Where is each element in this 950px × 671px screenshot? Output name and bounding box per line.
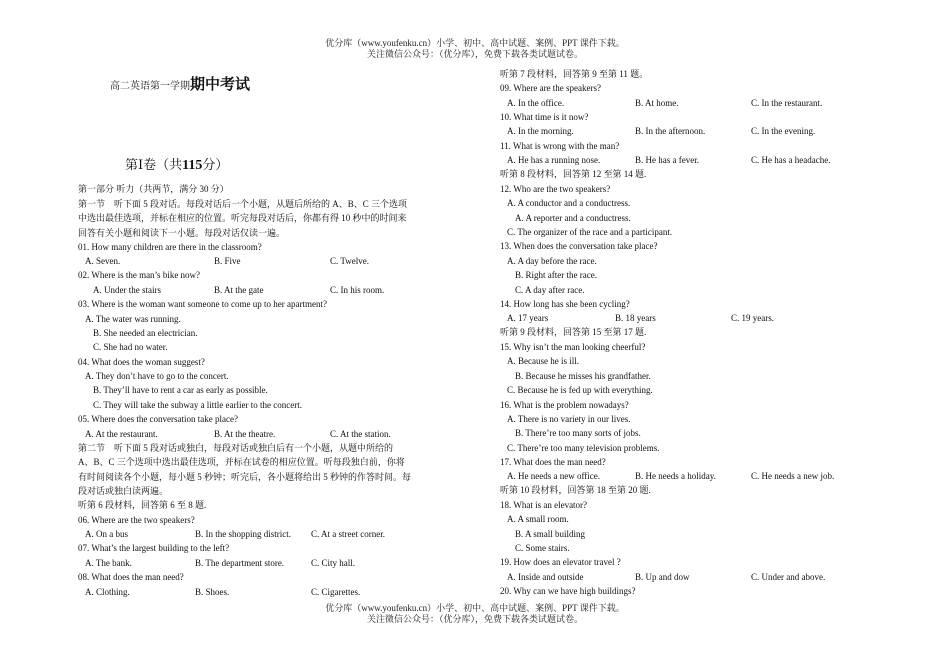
question-12-option-a: A. A conductor and a conductress. [507,198,631,208]
question-17-option-c: C. He needs a new job. [751,471,835,481]
section1-instructions-line1: 第一节 听下面 5 段对话。每段对话后一个小题，从题后所给的 A、B、C 三个选项 [78,199,408,209]
question-18-option-a: A. A small room. [507,514,569,524]
question-16-option-b: B. There’re too many sorts of jobs. [515,428,641,438]
section1-instructions-line2: 中选出最佳选项，并标在相应的位置。听完每段对话后，你都有得 10 秒中的时间来 [78,213,407,223]
question-7-option-a: A. The bank. [85,558,132,568]
question-15-option-c: C. Because he is fed up with everything. [507,385,653,395]
section2-instructions-line1: 第二节 听下面 5 段对话或独白，每段对话或独白后有一个小题，从题中所给的 [78,443,394,453]
question-5-option-b: B. At the theatre. [214,429,276,439]
question-19-option-b: B. Up and dow [635,572,690,582]
question-3: 03. Where is the woman want someone to come up to her apartment? [78,299,328,309]
volume-title-suffix: 分） [202,157,229,172]
question-11-option-a: A. He has a running nose. [507,155,601,165]
question-20: 20. Why can we have high buildings? [500,586,636,596]
question-12-option-b: A. A reporter and a conductress. [515,213,631,223]
question-18: 18. What is an elevator? [500,500,588,510]
volume-title [125,157,228,174]
section1-instructions-line3: 回答有关小题和阅读下一小题。每段对话仅读一遍。 [78,228,286,238]
section2-instructions-line4: 段对话或独白读两遍。 [78,486,169,496]
question-18-option-b: B. A small building [515,529,586,539]
question-10-option-a: A. In the morning. [507,126,574,136]
question-3-option-c: C. She had no water. [93,342,168,352]
page-footer [0,603,950,625]
exam-title-main: 期中考试 [190,77,251,93]
exam-title-prefix: 高二英语第一学期 [110,81,190,92]
question-11-option-c: C. He has a headache. [751,155,831,165]
question-16-option-a: A. There is no variety in our lives. [507,414,631,424]
question-16-option-c: C. There’re too many television problems. [507,443,660,453]
exam-title [110,78,250,94]
question-4-option-a: A. They don’t have to go to the concert. [85,371,229,381]
volume-title-prefix: 第Ⅰ卷（共 [125,157,183,172]
material-8-note: 听第 8 段材料，回答第 12 至第 14 题. [500,169,647,179]
question-3-option-a: A. The water was running. [85,314,181,324]
question-7-option-b: B. The department store. [195,558,285,568]
question-10: 10. What time is it now? [500,112,589,122]
question-7-option-c: C. City hall. [311,558,356,568]
question-9-option-b: B. At home. [635,98,679,108]
question-18-option-c: C. Some stairs. [515,543,570,553]
question-8-option-c: C. Cigarettes. [311,587,361,597]
question-8: 08. What does the man need? [78,572,184,582]
question-1-option-c: C. Twelve. [330,256,369,266]
question-14-option-c: C. 19 years. [731,313,774,323]
question-1-option-b: B. Five [214,256,241,266]
question-2: 02. Where is the man’s bike now? [78,270,201,280]
question-19-option-c: C. Under and above. [751,572,826,582]
material-6-note: 听第 6 段材料，回答第 6 至 8 题. [78,500,207,510]
question-10-option-b: B. In the afternoon. [635,126,706,136]
question-3-option-b: B. She needed an electrician. [93,328,198,338]
question-16: 16. What is the problem nowadays? [500,400,629,410]
question-11: 11. What is wrong with the man? [500,141,620,151]
question-10-option-c: C. In the evening. [751,126,816,136]
question-4-option-b: B. They’ll have to rent a car as early as possible. [93,385,268,395]
question-9-option-a: A. In the office. [507,98,565,108]
question-17-option-b: B. He needs a holiday. [635,471,716,481]
question-14-option-b: B. 18 years [615,313,656,323]
question-15-option-b: B. Because he misses his grandfather. [515,371,651,381]
question-4-option-c: C. They will take the subway a little earlier to the concert. [93,400,303,410]
question-13-option-a: A. A day before the race. [507,256,597,266]
question-2-option-a: A. Under the stairs [93,285,161,295]
material-10-note: 听第 10 段材料，回答第 18 至第 20 题. [500,485,651,495]
question-12: 12. Who are the two speakers? [500,184,611,194]
question-13: 13. When does the conversation take place? [500,241,658,251]
question-17-option-a: A. He needs a new office. [507,471,601,481]
question-7: 07. What’s the largest building to the left? [78,543,230,553]
question-8-option-b: B. Shoes. [195,587,230,597]
footer-line-2: 关注微信公众号：（优分库），免费下载各类试题试卷。 [366,614,583,624]
question-2-option-b: B. At the gate [214,285,264,295]
question-2-option-c: C. In his room. [330,285,385,295]
material-7-note: 听第 7 段材料，回答第 9 至第 11 题。 [500,69,649,79]
question-1-option-a: A. Seven. [85,256,121,266]
header-line-2: 关注微信公众号：（优分库），免费下载各类试题试卷。 [366,49,583,59]
question-13-option-b: B. Right after the race. [515,270,597,280]
header-line-1: 优分库（www.youfenku.cn）小学、初中、高中试题、案例、PPT 课件下载。 [325,38,625,48]
section2-instructions-line2: A、B、C 三个选项中选出最佳选项，并标在试卷的相应位置。听每段独白前，你将 [78,457,405,467]
question-5-option-a: A. At the restaurant. [85,429,158,439]
question-8-option-a: A. Clothing. [85,587,130,597]
question-12-option-c: C. The organizer of the race and a participant. [507,227,673,237]
question-9: 09. Where are the speakers? [500,83,602,93]
part-heading: 第一部分 听力（共两节，满分 30 分） [78,184,229,194]
question-5: 05. Where does the conversation take place? [78,414,239,424]
question-14: 14. How long has she been cycling? [500,299,630,309]
question-11-option-b: B. He has a fever. [635,155,699,165]
section2-instructions-line3: 有时间阅读各个小题，每小题 5 秒钟；听完后，各小题将给出 5 秒钟的作答时间。每 [78,472,412,482]
material-9-note: 听第 9 段材料，回答第 15 至第 17 题. [500,327,647,337]
volume-score: 115 [182,158,203,173]
question-19-option-a: A. Inside and outside [507,572,584,582]
question-15-option-a: A. Because he is ill. [507,356,579,366]
question-9-option-c: C. In the restaurant. [751,98,823,108]
question-6: 06. Where are the two speakers? [78,515,195,525]
question-4: 04. What does the woman suggest? [78,357,205,367]
question-6-option-b: B. In the shopping district. [195,529,291,539]
page-header [0,38,950,60]
question-19: 19. How does an elevator travel ? [500,557,621,567]
question-5-option-c: C. At the station. [330,429,391,439]
question-17: 17. What does the man need? [500,457,606,467]
question-6-option-c: C. At a street corner. [311,529,385,539]
question-13-option-c: C. A day after race. [515,285,585,295]
footer-line-1: 优分库（www.youfenku.cn）小学、初中、高中试题、案例、PPT 课件下载。 [325,603,625,613]
question-1: 01. How many children are there in the classroom? [78,242,262,252]
question-15: 15. Why isn’t the man looking cheerful? [500,342,646,352]
question-6-option-a: A. On a bus [85,529,128,539]
question-14-option-a: A. 17 years [507,313,549,323]
